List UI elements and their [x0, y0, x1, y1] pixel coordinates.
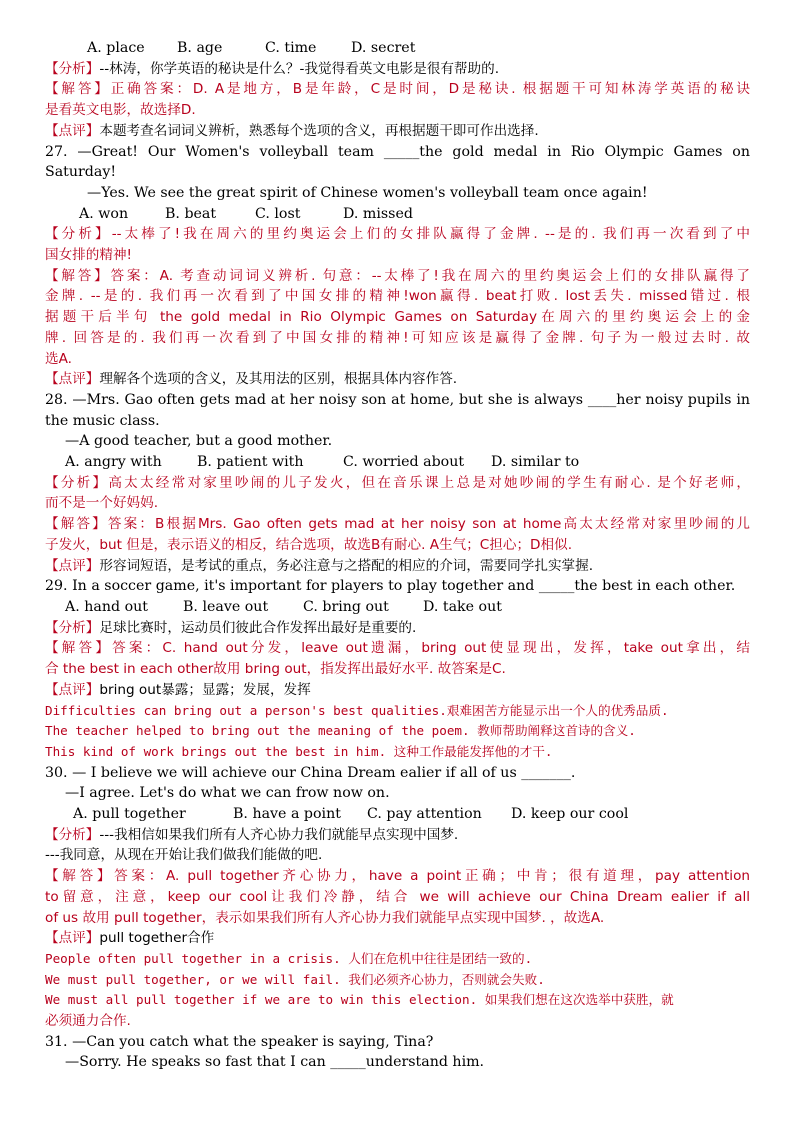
q28-analysis: 【分析】高太太经常对家里吵闹的儿子发火，但在音乐课上总是对她吵闹的学生有耐心. 是个好老师，: [45, 474, 750, 491]
option-a: A. pull together: [73, 806, 186, 823]
q27-answer-l4: 牌. 回答是的. 我们再一次看到了中国女排的精神!可知应该是赢得了金牌. 句子为一般过去时. 故: [45, 329, 750, 346]
q30-example-2: We must pull together, or we will fail. 我们必须齐心协力，否则就会失败.: [45, 971, 545, 987]
option-b: B. age: [177, 40, 223, 56]
q26-comment: 【点评】本题考查名词词义辨析，熟悉每个选项的含义，再根据题干即可作出选择.: [45, 122, 539, 139]
option-c: C. pay attention: [367, 806, 482, 823]
q30-analysis-cont: ---我同意，从现在开始让我们做我们能做的吧.: [45, 847, 323, 864]
q28-reply: —A good teacher, but a good mother.: [65, 433, 333, 450]
q26-options: [45, 38, 750, 59]
q30-example-3: We must all pull together if we are to win this election. 如果我们想在这次选举中获胜，就: [45, 992, 674, 1008]
q29-comment: 【点评】bring out暴露；显露；发展，发挥: [45, 681, 311, 698]
q30-example-3-cont: 必须通力合作.: [45, 1013, 131, 1030]
q28-analysis-cont: 而不是一个好妈妈.: [45, 495, 159, 512]
q26-answer-cont: 是看英文电影，故选择D.: [45, 102, 196, 119]
q30-comment: 【点评】pull together合作: [45, 930, 215, 947]
q29-answer: 【解答】答案：C. hand out分发，leave out遗漏，bring out使显现出，发挥，take out拿出，结: [45, 640, 750, 657]
q27-reply: —Yes. We see the great spirit of Chinese women's volleyball team once again!: [87, 184, 648, 201]
option-b: B. leave out: [183, 598, 269, 615]
q27-analysis-cont: 国女排的精神!: [45, 247, 133, 264]
q27-options: [45, 204, 750, 225]
answer-tag: 【解答】: [45, 81, 111, 98]
q30-analysis: 【分析】---我相信如果我们所有人齐心协力我们就能早点实现中国梦.: [45, 826, 459, 843]
q27-stem: 27. —Great! Our Women's volleyball team _____the gold medal in Rio Olympic Games on: [45, 143, 750, 160]
analysis-tag: 【分析】: [45, 60, 100, 77]
option-c: C. time: [265, 40, 317, 56]
q27-answer-l3: 据题干后半句 the gold medal in Rio Olympic Games on Saturday在周六的里约奥运会上的金: [45, 309, 750, 326]
q27-answer-l2: 金牌. --是的. 我们再一次看到了中国女排的精神!won赢得. beat打败. lost丢失. missed错过. 根: [45, 288, 750, 305]
q27-stem-cont: Saturday!: [45, 164, 117, 181]
q27-answer-l5: 选A.: [45, 350, 72, 367]
q27-answer: 【解答】答案：A. 考查动词词义辨析. 句意：--太棒了!我在周六的里约奥运会上们的女排队赢得了: [45, 267, 750, 284]
q29-example-1: Difficulties can bring out a person's best qualities.艰难困苦方能显示出一个人的优秀品质.: [45, 702, 669, 718]
q29-options: [45, 597, 750, 618]
q30-answer: 【解答】答案：A. pull together齐心协力，have a point正确；中肯；很有道理，pay attention: [45, 868, 750, 885]
q29-example-2: The teacher helped to bring out the meaning of the poem. 教师帮助阐释这首诗的含义.: [45, 723, 636, 739]
option-d: D. take out: [423, 598, 502, 615]
q30-reply: —I agree. Let's do what we can frow now on.: [65, 785, 390, 802]
option-a: A. hand out: [65, 598, 148, 615]
q30-stem: 30. — I believe we will achieve our China Dream ealier if all of us _______.: [45, 764, 576, 781]
q28-stem-cont: the music class.: [45, 412, 160, 429]
option-a: A. won: [79, 205, 129, 222]
option-c: C. bring out: [303, 598, 389, 615]
q28-answer: 【解答】答案：B根据Mrs. Gao often gets mad at her noisy son at home高太太经常对家里吵闹的儿: [45, 516, 750, 533]
option-c: C. worried about: [343, 454, 465, 471]
q28-options: [45, 452, 750, 473]
option-b: B. beat: [165, 205, 217, 222]
option-a: A. place: [87, 40, 145, 56]
q29-answer-cont: 合 the best in each other故用 bring out，指发挥出最好水平. 故答案是C.: [45, 661, 506, 678]
option-d: D. secret: [351, 40, 416, 56]
exam-page: [45, 38, 750, 1073]
q30-answer-l3: of us 故用 pull together，表示如果我们所有人齐心协力我们就能早点实现中国梦. ，故选A.: [45, 909, 605, 926]
comment-tag: 【点评】: [45, 122, 100, 139]
option-a: A. angry with: [65, 454, 162, 471]
q27-analysis: 【分析】--太棒了!我在周六的里约奥运会上们的女排队赢得了金牌. --是的. 我们再一次看到了中: [45, 226, 750, 243]
q30-example-1: People often pull together in a crisis. 人们在危机中往往是团结一致的.: [45, 950, 533, 966]
q30-answer-l2: to留意，注意，keep our cool让我们冷静，结合 we will achieve our China Dream ealier if all: [45, 888, 750, 905]
q27-comment: 【点评】理解各个选项的含义，及其用法的区别，根据具体内容作答.: [45, 371, 458, 388]
q31-stem: 31. —Can you catch what the speaker is saying, Tina?: [45, 1033, 434, 1050]
q31-reply: —Sorry. He speaks so fast that I can _____understand him.: [65, 1054, 485, 1071]
option-d: D. keep our cool: [511, 806, 629, 823]
option-d: D. missed: [343, 205, 413, 222]
q28-stem: 28. —Mrs. Gao often gets mad at her noisy son at home, but she is always ____her noisy pupils in: [45, 391, 750, 408]
q29-stem: 29. In a soccer game, it's important for players to play together and _____the best in each other.: [45, 578, 736, 595]
q29-example-3: This kind of work brings out the best in him. 这种工作最能发挥他的才干.: [45, 743, 553, 759]
q26-answer: 【解答】正确答案：D. A是地方，B是年龄，C是时间，D是秘诀. 根据题干可知林涛学英语的秘诀: [45, 81, 750, 98]
option-c: C. lost: [255, 205, 301, 222]
q29-analysis: 【分析】足球比赛时，运动员们彼此合作发挥出最好是重要的.: [45, 619, 417, 636]
q30-options: [45, 804, 750, 825]
option-b: B. have a point: [233, 806, 341, 823]
q26-analysis: 【分析】--林涛，你学英语的秘诀是什么？-我觉得看英文电影是很有帮助的.: [45, 60, 500, 77]
option-b: B. patient with: [197, 454, 304, 471]
q28-comment: 【点评】形容词短语，是考试的重点，务必注意与之搭配的相应的介词，需要同学扎实掌握.: [45, 557, 594, 574]
option-d: D. similar to: [491, 454, 580, 471]
q28-answer-cont: 子发火，but 但是，表示语义的相反，结合选项，故选B有耐心. A生气；C担心；D相似.: [45, 536, 573, 553]
